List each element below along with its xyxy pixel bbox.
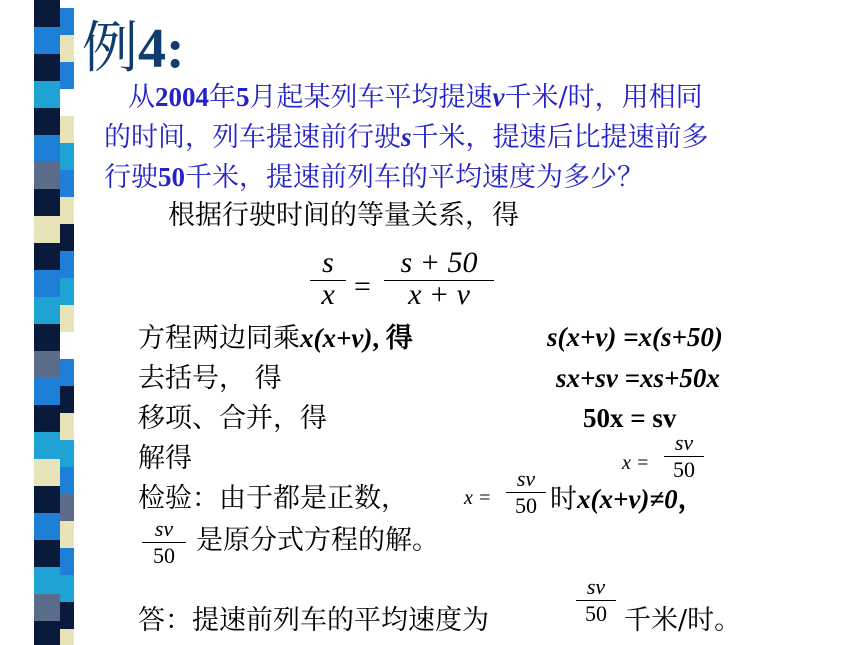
stripe-cell (34, 243, 60, 270)
stripe-cell (34, 513, 60, 540)
stripe-cell (60, 35, 74, 62)
stripe-cell (34, 459, 60, 486)
stripe-cell (60, 89, 74, 116)
answer-label: 答：提速前列车的平均速度为 (138, 605, 489, 636)
step-1-label: 方程两边同乘x(x+v), 得 (138, 323, 413, 354)
equation-equals: = (354, 270, 371, 303)
stripe-cell (60, 332, 74, 359)
stripe-cell (60, 251, 74, 278)
stripe-cell (34, 621, 60, 645)
slide-title: 例4: (82, 16, 185, 81)
stripe-cell (34, 594, 60, 621)
stripe-cell (60, 197, 74, 224)
stripe-cell (34, 567, 60, 594)
stripe-cell (60, 629, 74, 645)
check-condition: 时x(x+v)≠0， (550, 484, 705, 515)
step-3-result: 50x = sv (583, 403, 677, 433)
stripe-cell (34, 405, 60, 432)
stripe-cell (60, 305, 74, 332)
equation-right-fraction: s + 50 x + v (384, 246, 494, 312)
answer-fraction: sv 50 (576, 574, 616, 627)
check-label: 检验：由于都是正数， (138, 483, 408, 514)
stripe-cell (34, 216, 60, 243)
stripe-cell (60, 467, 74, 494)
check-lhs: x = (464, 487, 492, 509)
stripe-cell (60, 413, 74, 440)
stripe-cell (60, 62, 74, 89)
stripe-cell (60, 575, 74, 602)
stripe-cell (34, 297, 60, 324)
answer-unit: 千米/时。 (624, 605, 742, 636)
step-2-label: 去括号， 得 (138, 363, 282, 394)
stripe-cell (34, 486, 60, 513)
step-3-label: 移项、合并，得 (138, 403, 327, 434)
stripe-cell (60, 359, 74, 386)
problem-line-1: 从2004年5月起某列车平均提速v千米/时，用相同 (128, 82, 703, 113)
stripe-cell (34, 0, 60, 27)
equation-left-fraction: s x (310, 246, 346, 312)
step-2-result: sx+sv =xs+50x (556, 363, 720, 393)
stripe-cell (34, 378, 60, 405)
stripe-cell (34, 135, 60, 162)
stripe-cell (60, 278, 74, 305)
step-4-label: 解得 (138, 443, 192, 474)
stripe-cell (34, 324, 60, 351)
stripe-cell (60, 8, 74, 35)
solution-fraction: sv 50 (664, 430, 704, 483)
stripe-cell (34, 162, 60, 189)
stripe-cell (60, 494, 74, 521)
stripe-cell (34, 189, 60, 216)
check-result-fraction: sv 50 (142, 516, 186, 569)
stripe-cell (60, 224, 74, 251)
step-1-result: s(x+v) =x(s+50) (547, 322, 723, 352)
stripe-cell (34, 27, 60, 54)
stripe-cell (34, 540, 60, 567)
stripe-cell (60, 548, 74, 575)
problem-line-2: 的时间，列车提速前行驶s千米，提速后比提速前多 (104, 122, 709, 153)
decorative-stripe-bar (0, 0, 82, 645)
stripe-cell (34, 108, 60, 135)
stripe-cell (34, 351, 60, 378)
stripe-cell (60, 386, 74, 413)
stripe-cell (34, 432, 60, 459)
stripe-cell (60, 143, 74, 170)
stripe-cell (60, 170, 74, 197)
stripe-cell (34, 270, 60, 297)
stripe-cell (34, 81, 60, 108)
problem-line-3: 行驶50千米，提速前列车的平均速度为多少？ (104, 162, 644, 193)
solution-lhs: x = (622, 452, 650, 474)
intro-text: 根据行驶时间的等量关系，得 (168, 200, 519, 231)
stripe-cell (60, 602, 74, 629)
stripe-cell (34, 54, 60, 81)
stripe-cell (60, 440, 74, 467)
stripe-cell (60, 521, 74, 548)
check-fraction: sv 50 (506, 466, 546, 519)
stripe-cell (60, 116, 74, 143)
check-conclusion: 是原分式方程的解。 (196, 525, 439, 556)
